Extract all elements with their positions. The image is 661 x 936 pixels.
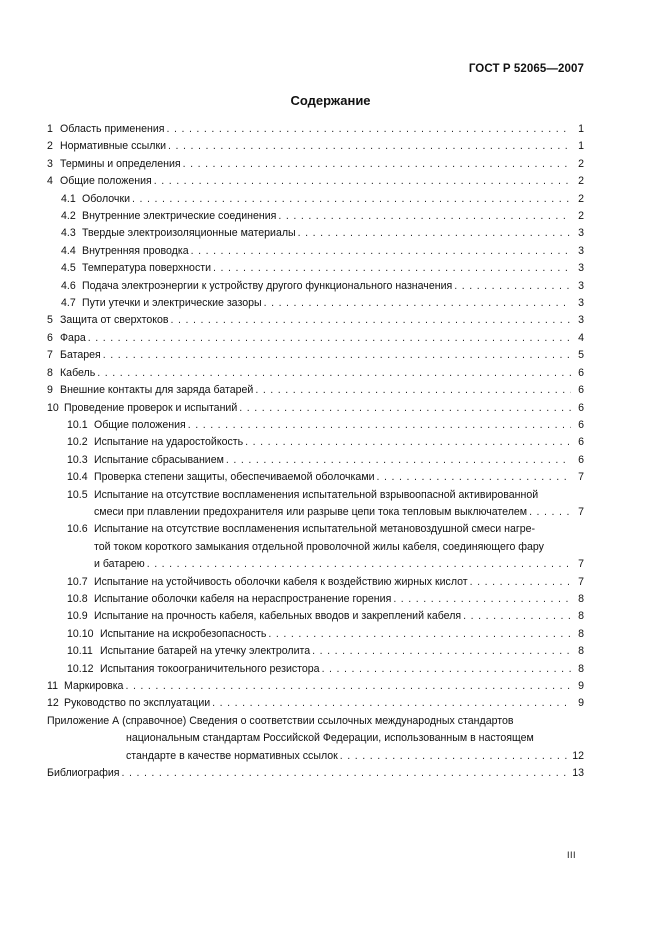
entry-number: 4.1 [61, 192, 76, 205]
entry-page: 5 [578, 349, 584, 362]
entry-page: 9 [578, 697, 584, 710]
entry-number: 4.2 [61, 210, 76, 223]
toc-entry[interactable] [47, 608, 584, 625]
leader-dots [166, 121, 571, 138]
entry-title-line: Испытание на отсутствие воспламенения испытательной метановоздушной смеси нагре- [94, 523, 536, 536]
entry-page: 4 [578, 331, 584, 344]
entry-number: 7 [47, 349, 53, 362]
leader-dots [103, 347, 571, 364]
leader-dots [245, 434, 571, 451]
entry-number: 4.5 [61, 262, 76, 275]
entry-page: 6 [578, 418, 584, 431]
entry-number: 10.4 [67, 471, 88, 484]
entry-title: Твердые электроизоляционные материалы [82, 227, 296, 240]
entry-number: 10.11 [67, 645, 93, 658]
toc-entry[interactable] [47, 312, 584, 329]
entry-number: 3 [47, 157, 53, 170]
entry-page: 2 [578, 175, 584, 188]
entry-title: Руководство по эксплуатации [64, 697, 211, 710]
entry-title: Температура поверхности [82, 262, 212, 275]
entry-page: 2 [578, 157, 584, 170]
leader-dots [121, 765, 569, 782]
leader-dots [529, 504, 571, 521]
leader-dots [470, 574, 571, 591]
toc-entry[interactable] [47, 225, 584, 242]
leader-dots [168, 138, 571, 155]
entry-page: 9 [578, 680, 584, 692]
leader-dots [213, 260, 571, 277]
entry-page: 3 [578, 314, 584, 327]
entry-page: 8 [578, 592, 584, 605]
entry-number: 10.12 [67, 662, 94, 675]
entry-title: Испытание на ударостойкость [94, 436, 244, 449]
toc-entry[interactable] [47, 121, 584, 138]
entry-title: Фара [60, 331, 86, 344]
entry-page: 1 [578, 123, 584, 135]
entry-title-line: той током короткого замыкания отдельной проволочной жилы кабеля, соединяющего фару [94, 540, 544, 553]
toc-entry[interactable] [47, 661, 584, 678]
entry-number: 10.10 [67, 627, 94, 640]
entry-page: 2 [578, 210, 584, 223]
entry-number: 10.7 [67, 575, 88, 588]
entry-title-line: национальным стандартам Российской Федерации, использованным в настоящем [126, 732, 534, 745]
entry-number: 6 [47, 331, 53, 344]
entry-number: 10.2 [67, 436, 88, 449]
entry-page: 8 [578, 610, 584, 623]
entry-number: 8 [47, 366, 53, 379]
entry-page: 3 [578, 279, 584, 292]
entry-title: Пути утечки и электрические зазоры [82, 297, 262, 310]
toc-entry[interactable] [47, 452, 584, 469]
entry-page: 8 [578, 645, 584, 658]
entry-number: 11 [47, 680, 58, 692]
leader-dots [239, 400, 571, 417]
leader-dots [377, 469, 571, 486]
toc-entry[interactable] [47, 643, 584, 660]
toc-entry[interactable] [47, 330, 584, 347]
toc-entry[interactable] [47, 574, 584, 591]
entry-title: Общие положения [60, 175, 152, 188]
toc-entry[interactable] [47, 295, 584, 312]
toc-entry[interactable] [47, 487, 584, 522]
toc-entry[interactable] [47, 695, 584, 712]
toc-entry[interactable] [47, 400, 584, 417]
leader-dots [278, 208, 571, 225]
entry-title: Маркировка [64, 680, 124, 692]
entry-page: 3 [578, 244, 584, 257]
leader-dots [171, 312, 572, 329]
leader-dots [154, 173, 571, 190]
entry-page: 12 [572, 749, 584, 762]
entry-title: Термины и определения [60, 157, 181, 170]
entry-number: 4.7 [61, 297, 76, 310]
entry-page: 6 [578, 453, 584, 466]
toc-entry[interactable] [47, 365, 584, 382]
leader-dots [268, 626, 571, 643]
entry-page: 13 [572, 767, 584, 780]
leader-dots [188, 417, 571, 434]
toc-entry[interactable] [47, 591, 584, 608]
entry-page: 8 [578, 627, 584, 640]
entry-page: 6 [578, 436, 584, 449]
entry-page: 8 [578, 662, 584, 675]
toc-entry[interactable] [47, 626, 584, 643]
toc-entry[interactable] [47, 260, 584, 277]
toc-entry-annex[interactable] [47, 713, 584, 765]
entry-page: 7 [578, 558, 584, 571]
leader-dots [454, 278, 571, 295]
toc-entry[interactable] [47, 156, 584, 173]
toc-entry[interactable] [47, 208, 584, 225]
entry-number: 10 [47, 401, 59, 414]
entry-number: 10.5 [67, 488, 88, 501]
entry-title: Библиография [47, 767, 120, 780]
toc-entry[interactable] [47, 173, 584, 190]
toc-entry[interactable] [47, 278, 584, 295]
toc-entry[interactable] [47, 434, 584, 451]
standard-code: ГОСТ Р 52065—2007 [468, 63, 584, 75]
entry-number: 9 [47, 384, 53, 397]
entry-number: 10.1 [67, 418, 88, 431]
entry-title: Нормативные ссылки [60, 140, 167, 153]
entry-page: 6 [578, 401, 584, 414]
entry-title: Проведение проверок и испытаний [64, 401, 238, 414]
entry-title: Внутренняя проводка [82, 244, 189, 257]
entry-number: 2 [47, 140, 53, 153]
entry-page: 7 [578, 575, 584, 588]
entry-title: Батарея [60, 349, 101, 362]
toc-entry[interactable] [47, 678, 584, 695]
entry-number: 4.3 [61, 227, 76, 240]
entry-title: Подача электроэнергии к устройству другого функционального назначения [82, 279, 453, 292]
toc-title: Содержание [290, 93, 371, 108]
entry-title: Общие положения [94, 418, 186, 431]
entry-number: 10.6 [67, 523, 88, 536]
entry-title: Проверка степени защиты, обеспечиваемой оболочками [94, 471, 375, 484]
entry-page: 1 [578, 140, 584, 153]
entry-title: Испытание на прочность кабеля, кабельных вводов и закреплений кабеля [94, 610, 462, 623]
entry-title: Кабель [60, 366, 96, 379]
leader-dots [322, 661, 571, 678]
leader-dots [264, 295, 571, 312]
entry-page: 3 [578, 262, 584, 275]
entry-title: Испытание на искробезопасность [100, 627, 267, 640]
entry-page: 2 [578, 192, 584, 205]
entry-number: 4.6 [61, 279, 76, 292]
entry-number: 5 [47, 314, 53, 327]
entry-page: 6 [578, 384, 584, 397]
entry-title: Защита от сверхтоков [60, 314, 169, 327]
entry-title-line: Приложение А (справочное) Сведения о соответствии ссылочных международных стандартов [47, 714, 514, 727]
entry-number: 10.8 [67, 592, 88, 605]
entry-page: 7 [578, 471, 584, 484]
leader-dots [147, 556, 571, 573]
leader-dots [298, 225, 571, 242]
entry-number: 12 [47, 697, 59, 710]
toc-entry[interactable] [47, 521, 584, 573]
entry-page: 3 [578, 297, 584, 310]
entry-title: Испытания токоограничительного резистора [100, 662, 320, 675]
toc-entry[interactable] [47, 469, 584, 486]
leader-dots [463, 608, 571, 625]
page-number: III [566, 850, 576, 860]
entry-number: 4.4 [61, 244, 76, 257]
toc-entry-bibliography[interactable] [47, 765, 584, 782]
leader-dots [125, 678, 571, 695]
entry-title: Внутренние электрические соединения [82, 210, 277, 223]
leader-dots [97, 365, 571, 382]
toc-entry[interactable] [47, 417, 584, 434]
entry-page: 3 [578, 227, 584, 240]
entry-page: 7 [578, 505, 584, 518]
leader-dots [132, 191, 571, 208]
table-of-contents [47, 121, 584, 782]
toc-entry[interactable] [47, 138, 584, 155]
leader-dots [88, 330, 571, 347]
entry-number: 4 [47, 175, 53, 188]
leader-dots [340, 748, 569, 765]
leader-dots [183, 156, 571, 173]
leader-dots [255, 382, 571, 399]
entry-title-line: стандарте в качестве нормативных ссылок [126, 749, 338, 762]
leader-dots [312, 643, 571, 660]
entry-title: Испытание батарей на утечку электролита [100, 645, 311, 658]
entry-title: Область применения [60, 123, 165, 135]
leader-dots [191, 243, 571, 260]
toc-entry[interactable] [47, 347, 584, 364]
toc-entry[interactable] [47, 382, 584, 399]
entry-number: 1 [47, 123, 53, 135]
entry-title: Испытание на устойчивость оболочки кабеля к воздействию жирных кислот [94, 575, 468, 588]
toc-entry[interactable] [47, 191, 584, 208]
entry-title: Оболочки [82, 192, 130, 205]
entry-title: Испытание сбрасыванием [94, 453, 224, 466]
entry-title-line: Испытание на отсутствие воспламенения испытательной взрывоопасной активированной [94, 488, 539, 501]
leader-dots [212, 695, 571, 712]
entry-page: 6 [578, 366, 584, 379]
entry-number: 10.3 [67, 453, 88, 466]
entry-title-line: и батарею [94, 558, 145, 571]
entry-number: 10.9 [67, 610, 88, 623]
entry-title-line: смеси при плавлении предохранителя или разрыве цепи тока тепловым выключателем [94, 505, 528, 518]
leader-dots [393, 591, 571, 608]
leader-dots [226, 452, 571, 469]
entry-title: Испытание оболочки кабеля на нераспространение горения [94, 592, 392, 605]
entry-title: Внешние контакты для заряда батарей [60, 384, 254, 397]
toc-entry[interactable] [47, 243, 584, 260]
